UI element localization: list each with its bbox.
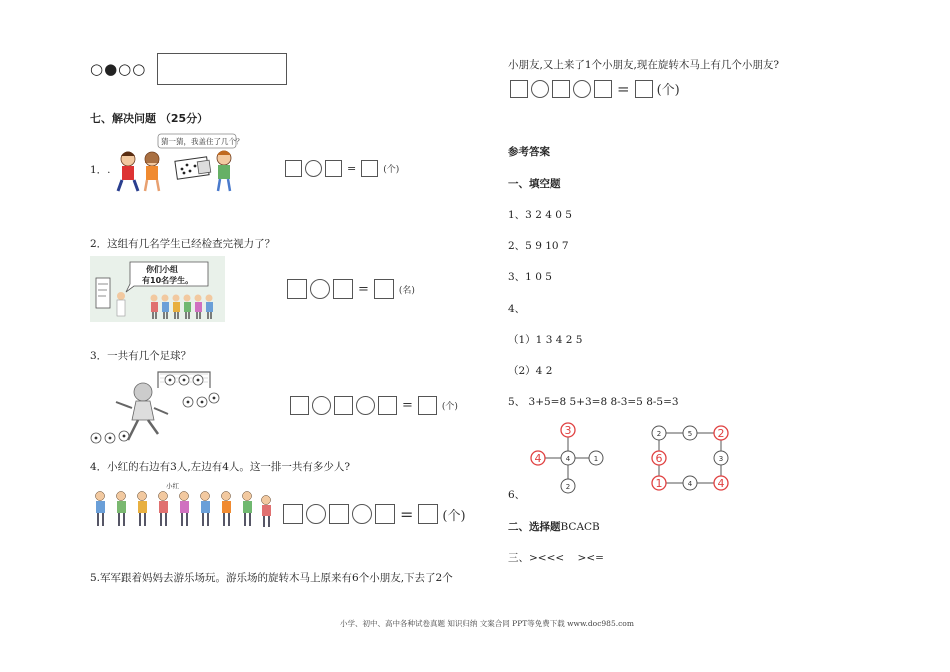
answer-3: 3、1 0 5	[508, 271, 552, 283]
square-ml: 6	[655, 452, 663, 465]
q3-illustration	[88, 368, 223, 446]
q2-bubble-line1: 你们小组	[146, 265, 178, 274]
q2-equation: = (名)	[287, 279, 415, 299]
section-2-label: 二、选择题	[508, 521, 561, 533]
cross-right: 1	[593, 455, 599, 463]
q1-box-1[interactable]	[285, 160, 302, 177]
q4-illustration	[90, 480, 275, 530]
answer-6: 6、	[508, 489, 526, 501]
q4-box-2[interactable]	[329, 504, 349, 524]
q2-box-result[interactable]	[374, 279, 394, 299]
q2-label: 2．这组有几名学生已经检查完视力了？	[90, 238, 276, 250]
q3-label: 3．一共有几个足球？	[90, 350, 192, 362]
section-7-title: 七、解决问题 （25分）	[90, 112, 209, 125]
cross-center: 4	[565, 455, 571, 463]
q5-box-3[interactable]	[594, 80, 612, 98]
q5-box-result[interactable]	[635, 80, 653, 98]
q4-equation: = (个)	[283, 504, 466, 524]
answers-section-3: 三、><<< ><=	[508, 552, 604, 564]
q1-unit: (个)	[383, 165, 400, 175]
cross-top: 3	[564, 424, 572, 437]
answer-5: 5、 3+5=8 5+3=8 8-3=5 8-5=3	[508, 396, 679, 408]
q1-box-result[interactable]	[361, 160, 378, 177]
q3-box-1[interactable]	[290, 396, 309, 415]
q5-circle-op-2[interactable]	[573, 80, 591, 98]
q5-box-2[interactable]	[552, 80, 570, 98]
dots-answer-box[interactable]	[157, 53, 287, 85]
q4-label: 4．小红的右边有3人,左边有4人。这一排一共有多少人?	[90, 461, 351, 473]
q2-circle-op[interactable]	[310, 279, 330, 299]
q5-unit: (个)	[656, 83, 680, 98]
answers-section-1-title: 一、填空题	[508, 178, 561, 190]
answer-4: 4、	[508, 303, 526, 315]
q3-circle-op-2[interactable]	[356, 396, 375, 415]
q2-box-2[interactable]	[333, 279, 353, 299]
cross-bottom: 2	[565, 483, 571, 491]
square-tr: 2	[717, 427, 725, 440]
q3-equation: = (个)	[290, 396, 458, 415]
section-2-answer: BCACB	[560, 521, 600, 533]
q1-label: 1．.	[90, 164, 111, 176]
answer-6-cross-diagram	[525, 418, 610, 498]
answers-section-2	[508, 520, 600, 534]
q1-bubble-text: 猜一猜，我盖住了几个？	[161, 137, 240, 146]
q2-illustration	[90, 256, 225, 322]
answer-4-part-2: （2）4 2	[508, 365, 553, 377]
q4-circle-op-1[interactable]	[306, 504, 326, 524]
q1-equation: = (个)	[285, 160, 399, 177]
q3-box-result[interactable]	[418, 396, 437, 415]
answers-title: 参考答案	[508, 146, 550, 158]
answer-2: 2、5 9 10 7	[508, 240, 569, 252]
q3-circle-op-1[interactable]	[312, 396, 331, 415]
answer-1: 1、3 2 4 0 5	[508, 209, 572, 221]
square-bl: 1	[655, 477, 663, 490]
q1-circle-op[interactable]	[305, 160, 322, 177]
square-tm: 5	[687, 430, 693, 438]
q4-box-result[interactable]	[418, 504, 438, 524]
q3-unit: (个)	[441, 402, 458, 412]
answer-4-part-1: （1）1 3 4 2 5	[508, 334, 583, 346]
q4-name-tag: 小红	[166, 482, 179, 490]
q5-circle-op-1[interactable]	[531, 80, 549, 98]
cross-left: 4	[534, 452, 542, 465]
q2-box-1[interactable]	[287, 279, 307, 299]
square-tl: 2	[656, 430, 662, 438]
square-br: 4	[717, 477, 725, 490]
q5-continuation: 小朋友,又上来了1个小朋友,现在旋转木马上有几个小朋友?	[508, 59, 779, 71]
square-mr: 3	[718, 455, 724, 463]
q3-box-2[interactable]	[334, 396, 353, 415]
answer-6-square-diagram	[646, 422, 736, 494]
q3-box-3[interactable]	[378, 396, 397, 415]
square-bm: 4	[687, 480, 693, 488]
footer-note: 小学、初中、高中各种试卷真题 知识归纳 文案合同 PPT等免费下载 www.doc985.com	[340, 619, 634, 628]
q5-box-1[interactable]	[510, 80, 528, 98]
q2-unit: (名)	[398, 285, 415, 296]
q2-bubble-line2: 有10名学生。	[142, 276, 194, 285]
q5-equation: = (个)	[510, 79, 680, 98]
dots-sequence: ○●○○	[90, 60, 147, 78]
q4-box-1[interactable]	[283, 504, 303, 524]
q5-label: 5.军军跟着妈妈去游乐场玩。游乐场的旋转木马上原来有6个小朋友,下去了2个	[90, 572, 453, 584]
q4-box-3[interactable]	[375, 504, 395, 524]
q1-illustration	[110, 133, 240, 193]
q4-unit: (个)	[442, 508, 466, 524]
q1-box-2[interactable]	[325, 160, 342, 177]
q4-circle-op-2[interactable]	[352, 504, 372, 524]
